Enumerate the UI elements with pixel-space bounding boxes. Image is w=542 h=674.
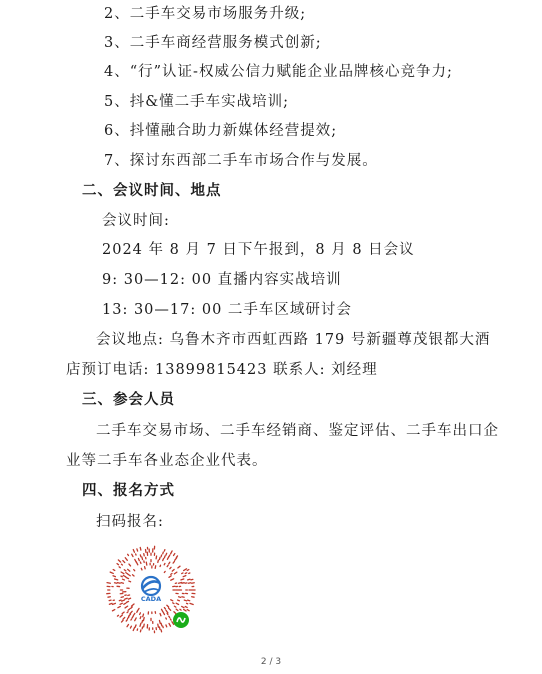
registration-qr-code[interactable]	[106, 545, 196, 635]
meeting-time-label: 会议时间:	[102, 213, 170, 229]
section-heading-time-location: 二、会议时间、地点	[82, 183, 222, 199]
agenda-item-3: 3、二手车商经营服务模式创新;	[104, 35, 322, 51]
session-afternoon: 13: 30—17: 00 二手车区域研讨会	[102, 302, 352, 318]
agenda-item-7: 7、探讨东西部二手车市场合作与发展。	[104, 153, 378, 169]
agenda-item-4: 4、“行”认证-权威公信力赋能企业品牌核心竞争力;	[104, 64, 453, 80]
venue-line-1: 会议地点: 乌鲁木齐市西虹西路 179 号新疆尊茂银都大酒	[96, 332, 491, 348]
meeting-date-line: 2024 年 8 月 7 日下午报到，8 月 8 日会议	[102, 242, 415, 258]
scan-to-register-label: 扫码报名:	[96, 514, 164, 530]
attendees-text-line-2: 业等二手车各业态企业代表。	[66, 453, 268, 469]
section-heading-registration: 四、报名方式	[82, 483, 175, 499]
session-morning: 9: 30—12: 00 直播内容实战培训	[102, 272, 342, 288]
qr-code-graphic	[106, 545, 196, 635]
agenda-item-5: 5、抖&懂二手车实战培训;	[104, 94, 290, 110]
section-heading-attendees: 三、参会人员	[82, 392, 175, 408]
agenda-item-2: 2、二手车交易市场服务升级;	[104, 6, 307, 22]
venue-line-2: 店预订电话: 13899815423 联系人: 刘经理	[66, 362, 378, 378]
attendees-text-line-1: 二手车交易市场、二手车经销商、鉴定评估、二手车出口企	[96, 423, 499, 439]
page-number: 2 / 3	[260, 657, 282, 667]
agenda-item-6: 6、抖懂融合助力新媒体经营提效;	[104, 123, 338, 139]
mini-program-badge-icon	[173, 612, 189, 628]
qr-logo-text: CADA	[140, 595, 162, 603]
